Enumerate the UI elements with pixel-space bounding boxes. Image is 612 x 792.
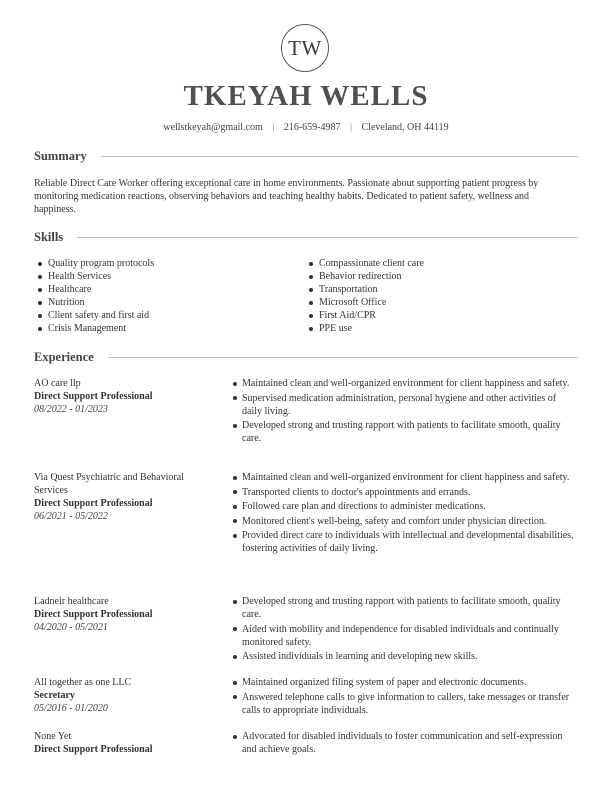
skills-list-right (305, 257, 565, 335)
experience-heading: Experience (34, 350, 94, 364)
monogram-text: TW (288, 35, 322, 60)
summary-text: Reliable Direct Care Worker offering exceptional care in home environments. Passionate about supporting patient progress by monitoring medication reactions, observing behaviors and teaching healthy habits. Dedicated to patient safety, wellness and happiness. (34, 178, 539, 215)
job-bullet: Transported clients to doctor's appointments and errands. (232, 486, 578, 499)
job-role: Direct Support Professional (34, 391, 153, 402)
job-dates: 06/2021 - 05/2022 (34, 511, 108, 522)
job-company: All together as one LLC (34, 677, 132, 688)
skill-item: Health Services (34, 270, 294, 283)
job-bullets (232, 471, 578, 557)
skills-list-left (34, 257, 294, 335)
skill-item: Nutrition (34, 296, 294, 309)
job-company: Ladneir healthcare (34, 596, 109, 607)
email-text: wellstkeyah@gmail.com (163, 122, 263, 133)
skill-item: Compassionate client care (305, 257, 565, 270)
skill-item: Transportation (305, 283, 565, 296)
skill-item: Quality program protocols (34, 257, 294, 270)
job-bullet: Assisted individuals in learning and developing new skills. (232, 650, 578, 663)
job-bullets (232, 377, 578, 447)
job-bullets (232, 676, 578, 718)
job-role: Direct Support Professional (34, 744, 153, 755)
skill-item: Microsoft Office (305, 296, 565, 309)
skill-item: Crisis Management (34, 322, 294, 335)
job-bullets (232, 595, 578, 665)
job-dates: 04/2020 - 05/2021 (34, 622, 108, 633)
job-company: Via Quest Psychiatric and Behavioral Services (34, 472, 184, 496)
job-bullets (232, 730, 578, 758)
location-text: Cleveland, OH 44119 (361, 122, 449, 133)
contact-line (0, 122, 612, 133)
job-bullet: Maintained organized filing system of paper and electronic documents. (232, 676, 578, 689)
section-divider (101, 156, 578, 157)
summary-section-header (34, 149, 578, 164)
skill-item: First Aid/CPR (305, 309, 565, 322)
contact-separator: | (272, 122, 275, 133)
job-bullet: Maintained clean and well-organized environment for client happiness and safety. (232, 377, 578, 390)
job-company: None Yet (34, 731, 72, 742)
job-bullet: Aided with mobility and independence for disabled individuals and continually monitored safety. (232, 623, 578, 649)
skill-item: PPE use (305, 322, 565, 335)
section-divider (108, 357, 578, 358)
job-bullet: Answered telephone calls to give information to callers, take messages or transfer calls to appropriate individuals. (232, 691, 578, 717)
job-bullet: Followed care plan and directions to administer medications. (232, 500, 578, 513)
contact-separator: | (350, 122, 353, 133)
job-dates: 08/2022 - 01/2023 (34, 404, 108, 415)
job-bullet: Developed strong and trusting rapport with patients to facilitate smooth, quality care. (232, 419, 578, 445)
skill-item: Healthcare (34, 283, 294, 296)
skills-heading: Skills (34, 230, 64, 244)
section-divider (77, 237, 578, 238)
summary-heading: Summary (34, 149, 87, 163)
job-dates: 05/2016 - 01/2020 (34, 703, 108, 714)
job-role: Direct Support Professional (34, 498, 153, 509)
job-company: AO care llp (34, 378, 81, 389)
skill-item: Client safety and first aid (34, 309, 294, 322)
job-role: Secretary (34, 690, 75, 701)
candidate-name: TKEYAH WELLS (183, 80, 429, 112)
job-role: Direct Support Professional (34, 609, 153, 620)
job-bullet: Supervised medication administration, personal hygiene and other activities of daily living. (232, 392, 578, 418)
job-bullet: Monitored client's well-being, safety and comfort under physician direction. (232, 515, 578, 528)
skills-section-header (34, 230, 578, 245)
skill-item: Behavior redirection (305, 270, 565, 283)
job-bullet: Developed strong and trusting rapport with patients to facilitate smooth, quality care. (232, 595, 578, 621)
job-bullet: Advocated for disabled individuals to foster communication and self-expression and achieve goals. (232, 730, 578, 756)
phone-text: 216-659-4987 (283, 122, 341, 133)
monogram-badge (281, 24, 329, 72)
job-bullet: Provided direct care to individuals with intellectual and developmental disabilities, fostering activities of daily living. (232, 529, 578, 555)
experience-section-header (34, 350, 578, 365)
job-bullet: Maintained clean and well-organized environment for client happiness and safety. (232, 471, 578, 484)
